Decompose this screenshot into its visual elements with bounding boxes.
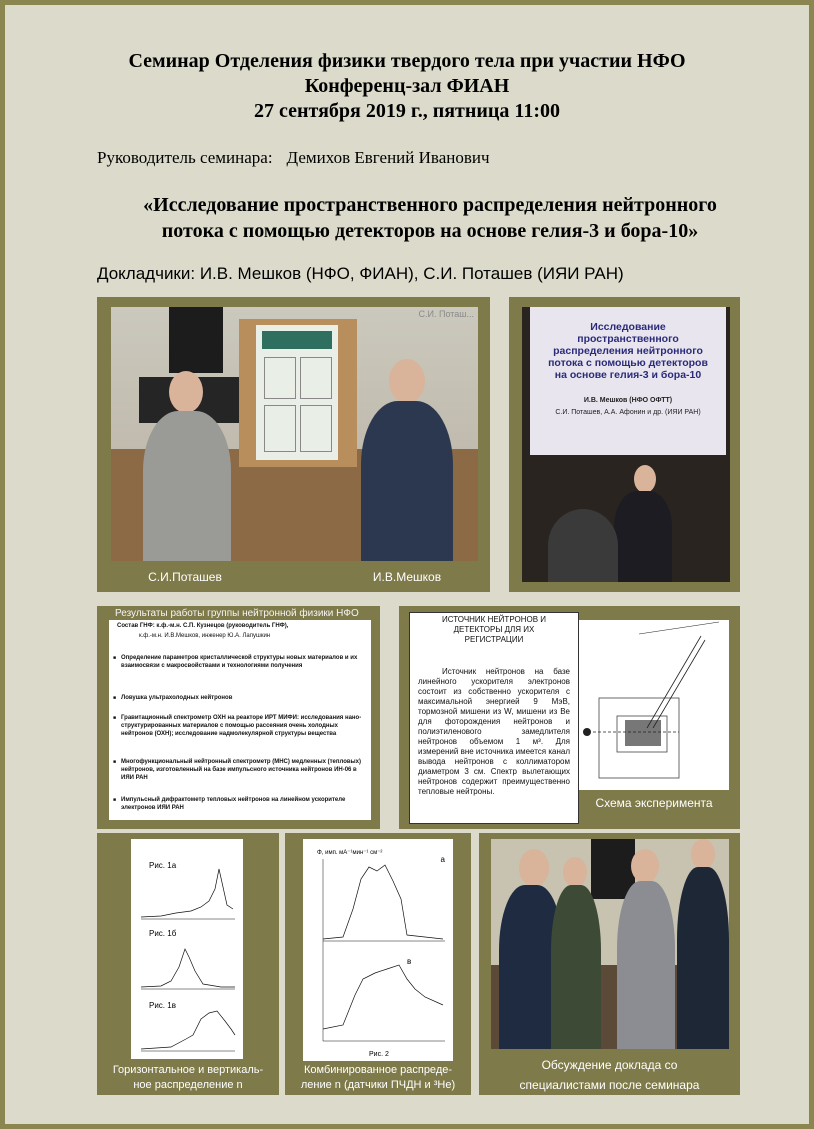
- discussion-photo: [491, 839, 729, 1049]
- photo-panel-discussion: [479, 833, 740, 1095]
- watermark: С.И. Поташ...: [418, 309, 474, 319]
- speakers-photo: [111, 307, 478, 561]
- audience-member: [548, 509, 618, 582]
- seminar-leader: [97, 148, 490, 168]
- caption-mid-2: ление n (датчики ПЧДН и ³Не): [300, 1079, 456, 1091]
- photo-panel-speakers: [97, 297, 490, 592]
- presenter: [614, 491, 672, 582]
- header-line-2: Конференц-зал ФИАН: [304, 75, 510, 97]
- graphs-panel-mid: [285, 833, 471, 1095]
- person-meshkov: [361, 401, 453, 561]
- group-item-2: ■ Ловушка ультрахолодных нейтронов: [121, 694, 369, 702]
- graph-ylabel: Φ, имп. мА⁻¹мин⁻¹ см⁻²: [317, 850, 383, 856]
- group-item-1: ■ Определение параметров кристаллической структуры новых материалов и их взаимосвязи с макросвойствами и технологиями получения: [121, 654, 369, 670]
- distribution-plots: [131, 839, 243, 1059]
- caption-meshkov: И.В.Мешков: [372, 570, 442, 584]
- combined-graph: [303, 839, 453, 1061]
- graph-mark-a: а: [440, 855, 445, 864]
- header-line-3: 27 сентября 2019 г., пятница 11:00: [254, 100, 560, 122]
- scheme-caption: Схема эксперимента: [595, 796, 713, 810]
- photo-panel-slide: [509, 297, 740, 592]
- graphs-panel-left: [97, 833, 279, 1095]
- talk-title: [90, 192, 770, 244]
- graph-mark-b: в: [407, 957, 412, 966]
- person-potashev: [143, 411, 231, 561]
- scheme-drawing: [579, 620, 729, 790]
- presentation-photo: [522, 307, 730, 582]
- leader-name: Демихов Евгений Иванович: [286, 148, 490, 167]
- group-header: Результаты работы группы нейтронной физики НФО: [115, 608, 359, 619]
- talk-title-line-1: «Исследование пространственного распределения нейтронного: [143, 194, 717, 216]
- caption-potashev: С.И.Поташев: [148, 570, 222, 584]
- projection-screen: Исследование пространственного распределения нейтронного потока с помощью детекторов на основе гелия-3 и бора-10 И.В. Мешков (НФО ОФТТ) С.И. Поташев, А.А. Афонин и др. (ИЯИ РАН): [530, 307, 726, 455]
- header-line-1: Семинар Отделения физики твердого тела при участии НФО: [128, 50, 686, 72]
- combined-plots: [303, 839, 453, 1061]
- talk-title-line-2: потока с помощью детекторов на основе гелия-3 и бора-10»: [161, 220, 699, 242]
- fig-2-label: Рис. 2: [369, 1051, 389, 1058]
- poster: [256, 325, 338, 460]
- fig-1c-label: Рис. 1в: [149, 1001, 176, 1010]
- caption-left-1: Горизонтальное и вертикаль-: [112, 1064, 264, 1076]
- caption-discussion-1: Обсуждение доклада со: [541, 1058, 678, 1072]
- group-item-3: ■ Гравитационный спектрометр ОХН на реакторе ИРТ МИФИ: исследования нано-структурированных материалов с помощью рассеяния очень холодных нейтронов (ОХН); исследование надмолекулярной структуры вещества: [121, 714, 369, 738]
- speakers: Докладчики: И.В. Мешков (НФО, ФИАН), С.И. Поташев (ИЯИ РАН): [97, 264, 624, 283]
- fig-1b-label: Рис. 1б: [149, 929, 177, 938]
- loudspeaker: [169, 307, 223, 373]
- group-item-5: ■ Импульсный дифрактометр тепловых нейтронов на линейном ускорителе электронов ИЯИ РАН: [121, 796, 369, 812]
- group-item-4: ■ Многофункциональный нейтронный спектрометр (МНС) медленных (тепловых) нейтронов, изготовленный на базе импульсного источника нейтронов ИН-06 в ИЯИ РАН: [121, 758, 369, 782]
- source-description: ИСТОЧНИК НЕЙТРОНОВ И ДЕТЕКТОРЫ ДЛЯ ИХ РЕГИСТРАЦИИ Источник нейтронов на базе линейного ускорителя электронов состоит из собственно ускорителя с максимальной энергией 9 МэВ, тормозной мишени из W, мишени из Be для фоторождения нейтронов и полиэтиленового замедлителя нейтронов объемом 1 м³. Для измерений вне источника имеется канал вывода нейтронов с коллиматором диаметром 3 см. Спектр вылетающих нейтронов содержит преимущественно тепловые нейтроны.: [409, 612, 579, 824]
- group-results-doc: Состав ГНФ: к.ф.-м.н. С.П. Кузнецов (руководитель ГНФ), к.ф.-м.н. И.В.Мешков, инженер Ю.А. Лапушкин ■ Определение параметров кристаллической структуры новых материалов и их взаимосвязи с макросвойствами и технологиями получения ■ Ловушка ультрахолодных нейтронов ■ Гравитационный спектрометр ОХН на реакторе ИРТ МИФИ: исследования нано-структурированных материалов с помощью рассеяния очень холодных нейтронов (ОХН); исследование надмолекулярной структуры вещества ■ Многофункциональный нейтронный спектрометр (МНС) медленных (тепловых) нейтронов, изготовленный на базе импульсного источника нейтронов ИН-06 в ИЯИ РАН ■ Импульсный дифрактометр тепловых нейтронов на линейном ускорителе электронов ИЯИ РАН: [109, 620, 371, 820]
- group-results-panel: [97, 606, 380, 829]
- source-panel: [399, 606, 740, 829]
- leader-label: Руководитель семинара:: [97, 148, 273, 167]
- caption-mid-1: Комбинированное распреде-: [303, 1064, 453, 1076]
- caption-left-2: ное распределение n: [133, 1079, 243, 1091]
- fig-1a-label: Рис. 1а: [149, 861, 177, 870]
- experiment-scheme: [579, 620, 729, 790]
- distribution-graphs: [131, 839, 243, 1059]
- caption-discussion-2: специалистами после семинара: [519, 1078, 700, 1092]
